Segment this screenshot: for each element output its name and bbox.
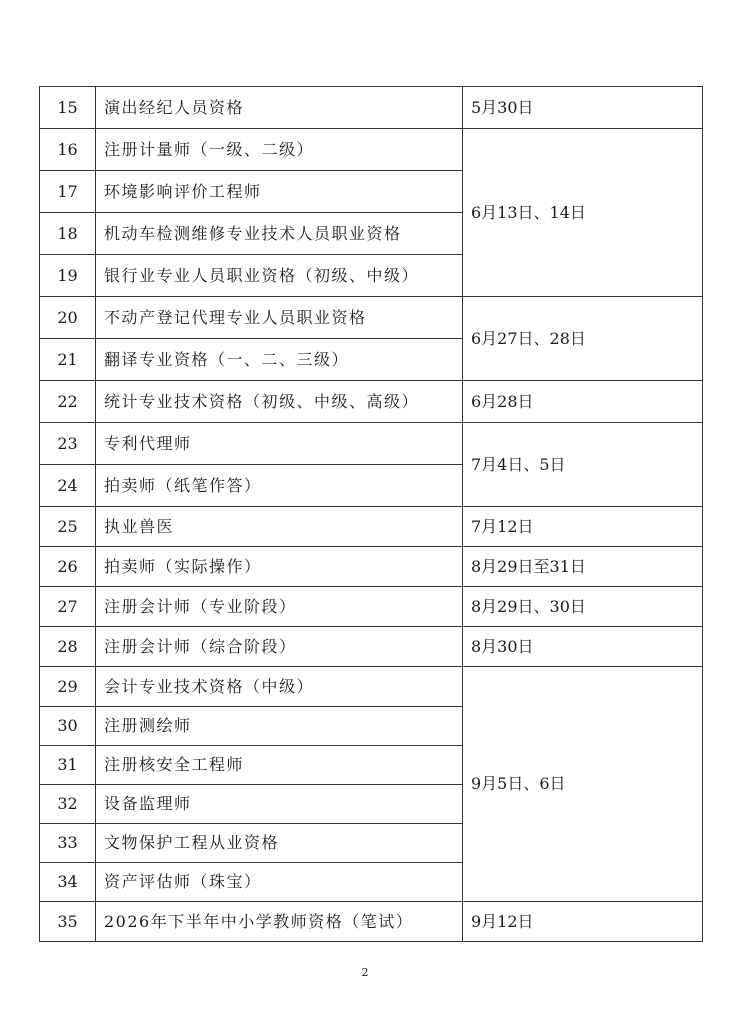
row-number: 15	[40, 87, 96, 129]
row-number: 32	[40, 785, 96, 824]
row-number: 34	[40, 863, 96, 902]
exam-name: 注册会计师（综合阶段）	[96, 627, 463, 667]
table-row	[40, 381, 703, 423]
table-row	[40, 667, 703, 707]
row-number: 30	[40, 707, 96, 746]
exam-name: 2026年下半年中小学教师资格（笔试）	[96, 902, 463, 942]
exam-date: 9月5日、6日	[463, 667, 703, 902]
row-number: 18	[40, 213, 96, 255]
table-row	[40, 129, 703, 171]
exam-name: 资产评估师（珠宝）	[96, 863, 463, 902]
row-number: 28	[40, 627, 96, 667]
table-row	[40, 507, 703, 547]
row-number: 35	[40, 902, 96, 942]
table-row	[40, 297, 703, 339]
row-number: 16	[40, 129, 96, 171]
row-number: 24	[40, 465, 96, 507]
exam-date: 7月4日、5日	[463, 423, 703, 507]
table-row	[40, 547, 703, 587]
table-row	[40, 87, 703, 129]
exam-name: 机动车检测维修专业技术人员职业资格	[96, 213, 463, 255]
exam-date: 5月30日	[463, 87, 703, 129]
exam-name: 注册核安全工程师	[96, 746, 463, 785]
exam-name: 环境影响评价工程师	[96, 171, 463, 213]
exam-name: 文物保护工程从业资格	[96, 824, 463, 863]
exam-name: 不动产登记代理专业人员职业资格	[96, 297, 463, 339]
exam-name: 翻译专业资格（一、二、三级）	[96, 339, 463, 381]
table-row	[40, 587, 703, 627]
exam-name: 执业兽医	[96, 507, 463, 547]
exam-date: 6月28日	[463, 381, 703, 423]
exam-date: 6月27日、28日	[463, 297, 703, 381]
exam-date: 8月29日至31日	[463, 547, 703, 587]
row-number: 17	[40, 171, 96, 213]
exam-name: 拍卖师（纸笔作答）	[96, 465, 463, 507]
table-row	[40, 902, 703, 942]
exam-date: 8月30日	[463, 627, 703, 667]
exam-name: 银行业专业人员职业资格（初级、中级）	[96, 255, 463, 297]
exam-name: 专利代理师	[96, 423, 463, 465]
exam-date: 7月12日	[463, 507, 703, 547]
exam-name: 会计专业技术资格（中级）	[96, 667, 463, 707]
row-number: 31	[40, 746, 96, 785]
exam-schedule-table	[39, 86, 703, 942]
row-number: 23	[40, 423, 96, 465]
exam-date: 6月13日、14日	[463, 129, 703, 297]
exam-date: 8月29日、30日	[463, 587, 703, 627]
row-number: 33	[40, 824, 96, 863]
exam-name: 演出经纪人员资格	[96, 87, 463, 129]
row-number: 26	[40, 547, 96, 587]
exam-date: 9月12日	[463, 902, 703, 942]
exam-name: 注册计量师（一级、二级）	[96, 129, 463, 171]
row-number: 22	[40, 381, 96, 423]
row-number: 27	[40, 587, 96, 627]
exam-name: 拍卖师（实际操作）	[96, 547, 463, 587]
row-number: 29	[40, 667, 96, 707]
row-number: 21	[40, 339, 96, 381]
exam-name: 注册测绘师	[96, 707, 463, 746]
row-number: 25	[40, 507, 96, 547]
table-row	[40, 627, 703, 667]
table-row	[40, 423, 703, 465]
exam-name: 注册会计师（专业阶段）	[96, 587, 463, 627]
exam-name: 统计专业技术资格（初级、中级、高级）	[96, 381, 463, 423]
exam-name: 设备监理师	[96, 785, 463, 824]
page-number: 2	[361, 966, 369, 979]
row-number: 19	[40, 255, 96, 297]
row-number: 20	[40, 297, 96, 339]
